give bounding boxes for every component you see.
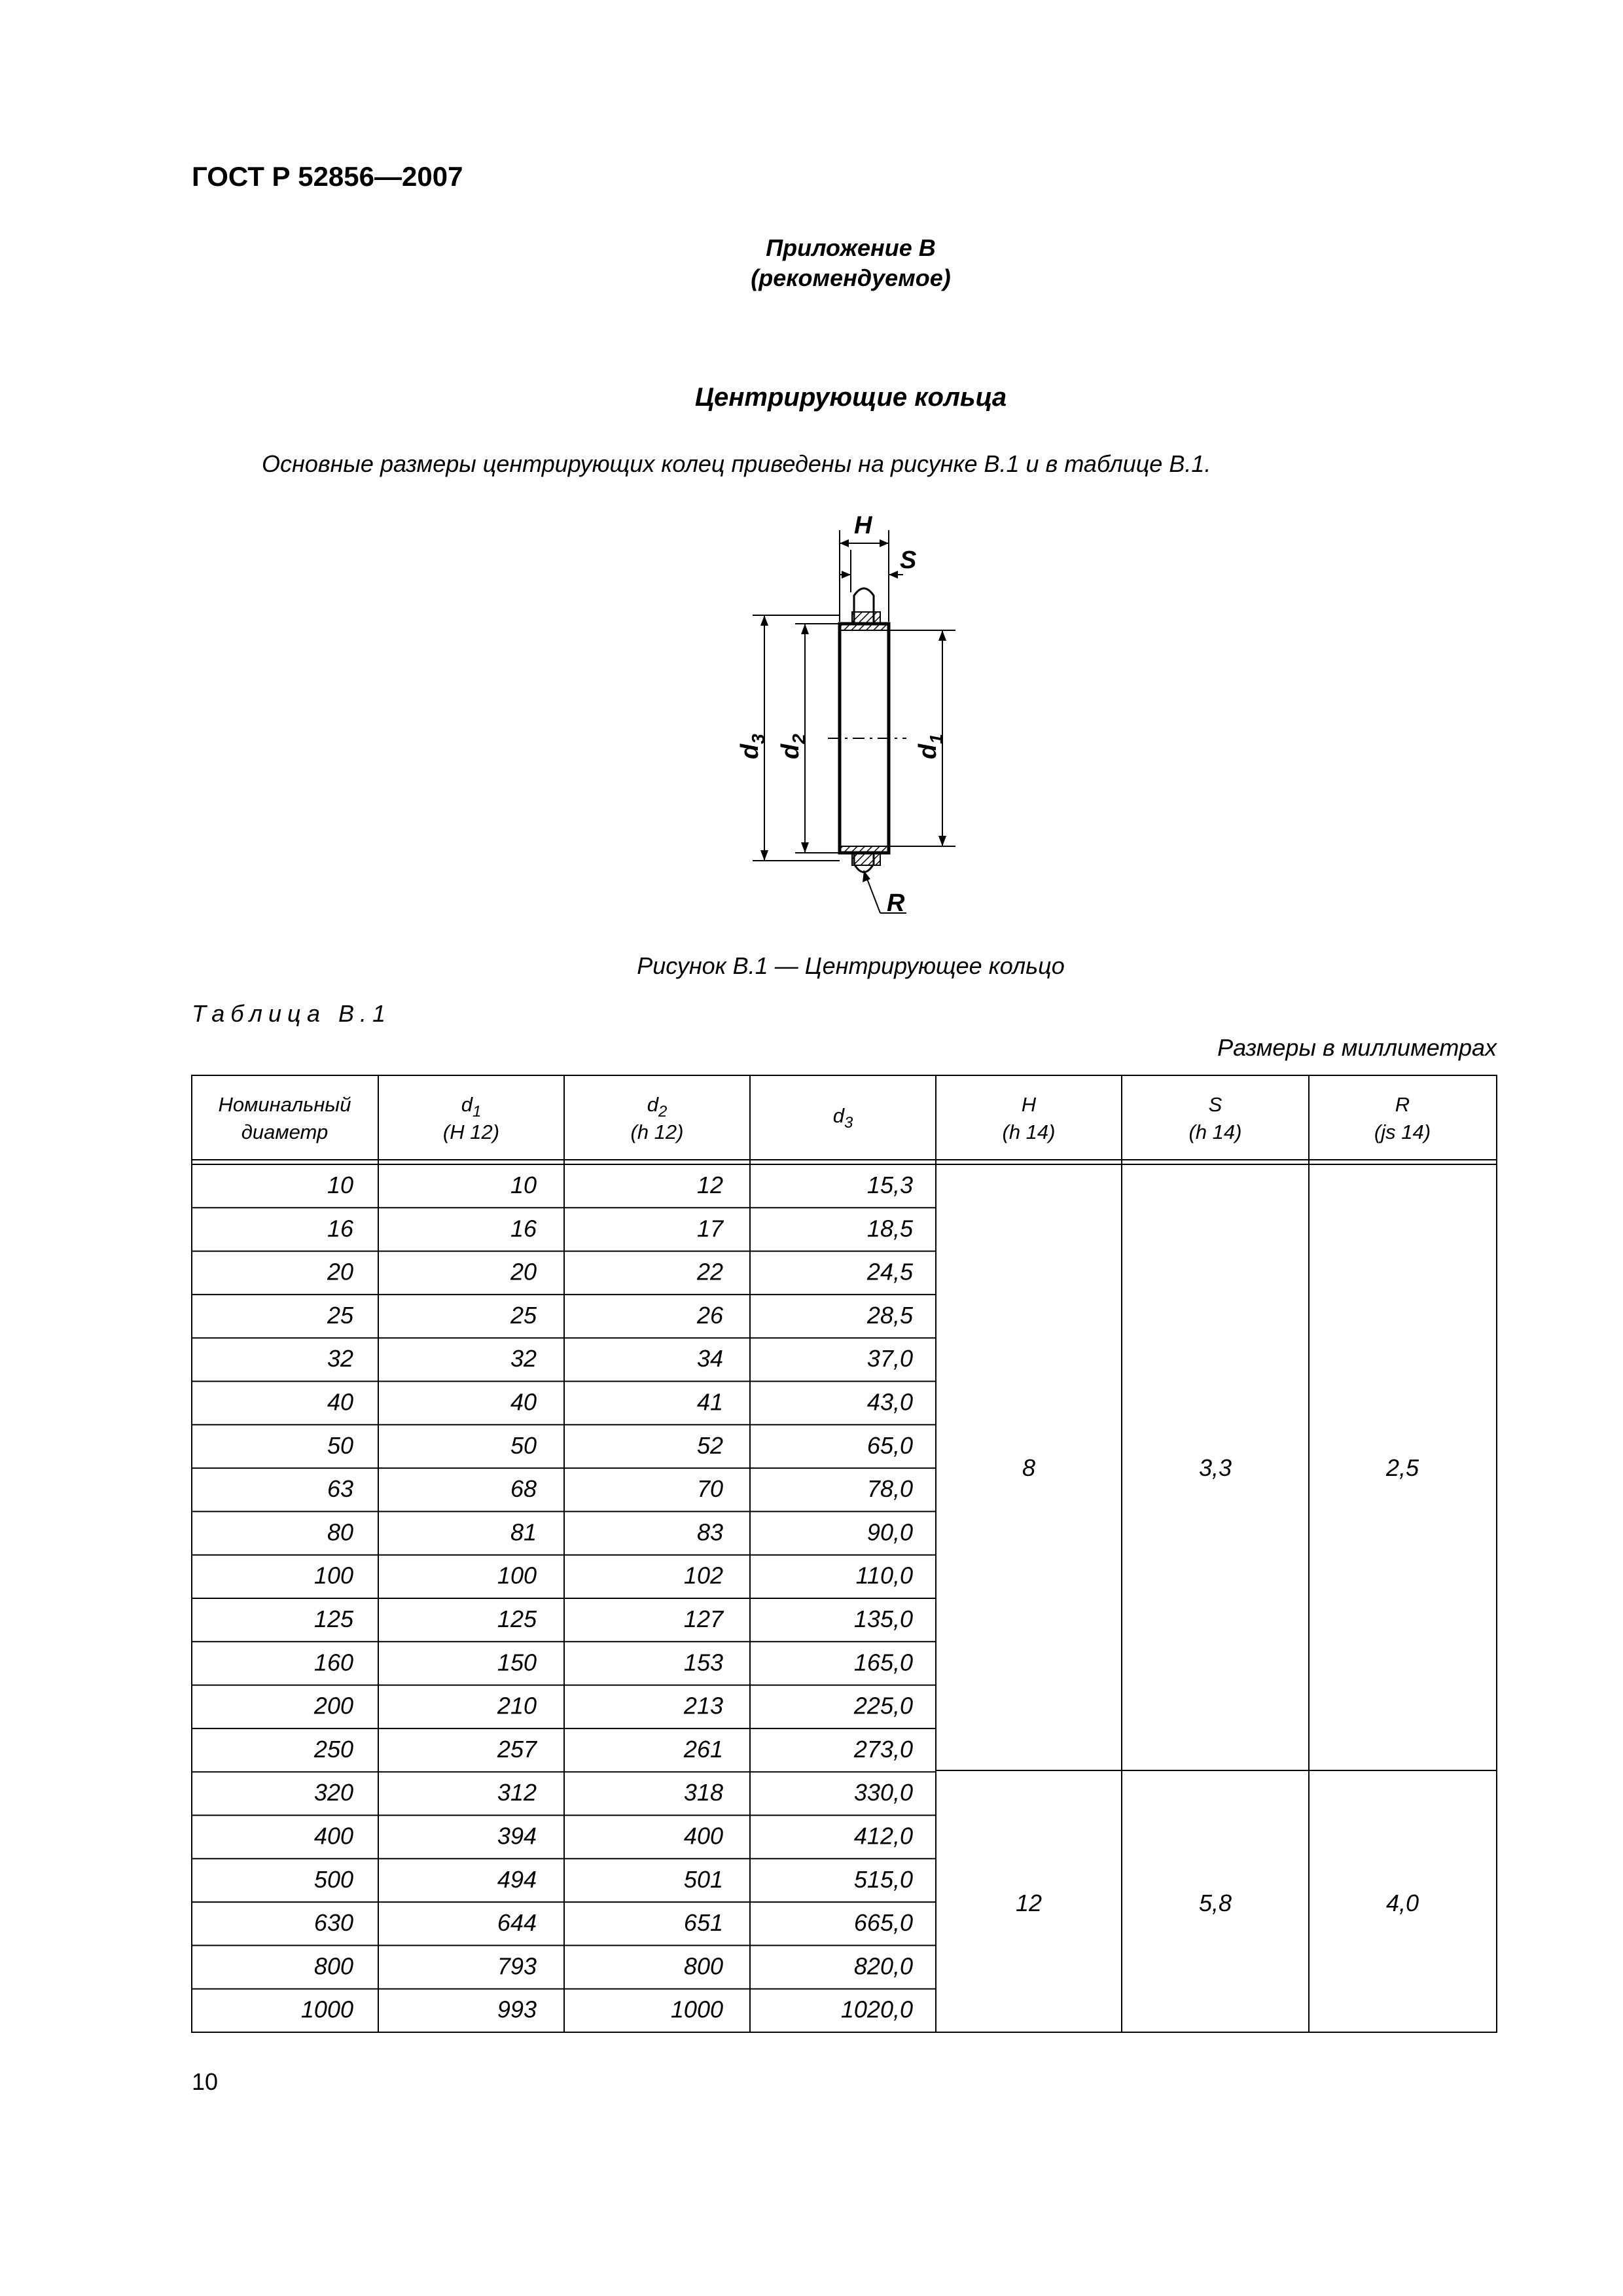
- header-h-tol: (h 14): [1002, 1121, 1056, 1143]
- table-row: [327, 1302, 914, 1329]
- group1-h: 8: [1022, 1454, 1036, 1481]
- header-d3: $d_3$: [832, 1104, 853, 1132]
- cell-nominal: 25: [327, 1301, 353, 1329]
- cell-d2: 83: [696, 1518, 723, 1546]
- document-code: ГОСТ Р 52856—2007: [192, 161, 463, 192]
- cell-d3: 28,5: [866, 1301, 913, 1329]
- cell-nominal: 1000: [300, 1996, 353, 2023]
- table-row: [327, 1475, 913, 1502]
- table-row: [314, 1605, 913, 1632]
- cell-d3: 515,0: [853, 1865, 913, 1893]
- group1-r: 2,5: [1385, 1454, 1419, 1481]
- cell-d3: 37,0: [866, 1345, 913, 1372]
- cell-d3: 225,0: [853, 1692, 913, 1719]
- cell-d2: 651: [683, 1909, 723, 1937]
- cell-d2: 70: [696, 1475, 723, 1503]
- cell-nominal: 400: [313, 1822, 353, 1850]
- table-row: [327, 1259, 914, 1285]
- group-values: [1016, 1454, 1419, 1916]
- header-d2-tol: (h 12): [630, 1121, 684, 1143]
- table-row: [314, 1866, 913, 1893]
- table-body: [301, 1172, 914, 2023]
- header-d2: $d_2$: [647, 1093, 668, 1121]
- table-row: [327, 1215, 914, 1242]
- table-row: [327, 1518, 913, 1545]
- intro-paragraph: Основные размеры центрирующих колец приведены на рисунке В.1 и в таблице В.1.: [262, 450, 1211, 477]
- cell-d1: 494: [497, 1865, 537, 1893]
- annex-status: (рекомендуемое): [751, 264, 951, 291]
- cell-nominal: 20: [327, 1258, 353, 1285]
- cell-nominal: 16: [327, 1215, 353, 1242]
- cell-d1: 150: [497, 1649, 537, 1676]
- section-title: Центрирующие кольца: [694, 383, 1007, 412]
- cell-d2: 261: [683, 1735, 723, 1763]
- table-row: [313, 1736, 913, 1763]
- table-row: [301, 1996, 913, 2023]
- cell-d3: 78,0: [866, 1475, 913, 1503]
- cell-d3: 412,0: [853, 1822, 913, 1850]
- cell-d3: 330,0: [853, 1779, 913, 1806]
- table-row: [313, 1693, 913, 1719]
- table-row: [314, 1952, 913, 1979]
- page-number: 10: [192, 2068, 219, 2095]
- group2-h: 12: [1015, 1890, 1043, 1916]
- cell-d3: 1020,0: [840, 1996, 913, 2023]
- cell-nominal: 250: [313, 1735, 353, 1763]
- cell-d1: 10: [510, 1172, 537, 1198]
- table-row: [327, 1389, 913, 1416]
- cell-d3: 65,0: [866, 1431, 913, 1459]
- cell-nominal: 630: [313, 1909, 353, 1937]
- cell-d1: 210: [497, 1692, 537, 1719]
- cell-d2: 52: [696, 1431, 723, 1459]
- header-r-tol: (js 14): [1374, 1121, 1431, 1143]
- cell-nominal: 200: [313, 1692, 353, 1719]
- cell-nominal: 32: [327, 1345, 353, 1372]
- cell-d1: 20: [510, 1258, 537, 1285]
- cell-nominal: 80: [327, 1518, 353, 1546]
- group2-r: 4,0: [1385, 1890, 1419, 1916]
- label-d3: $d_3$: [736, 734, 768, 759]
- table-label: Таблица В.1: [192, 1000, 392, 1027]
- table-row: [314, 1562, 913, 1589]
- cell-d1: 50: [510, 1431, 537, 1459]
- cell-d2: 26: [696, 1301, 723, 1329]
- table-row: [314, 1909, 913, 1936]
- cell-d3: 135,0: [853, 1605, 913, 1632]
- cell-nominal: 50: [327, 1431, 353, 1459]
- cell-d3: 90,0: [866, 1518, 913, 1546]
- label-r: R: [887, 889, 905, 917]
- units-note: Размеры в миллиметрах: [1217, 1034, 1497, 1061]
- cell-d3: 24,5: [866, 1258, 913, 1285]
- cell-d1: 257: [497, 1735, 537, 1763]
- cell-nominal: 63: [327, 1475, 353, 1503]
- cell-nominal: 40: [327, 1388, 353, 1416]
- cell-d2: 213: [683, 1692, 723, 1719]
- cell-d1: 312: [497, 1779, 537, 1806]
- table-row: [327, 1432, 913, 1459]
- cell-d2: 41: [696, 1388, 723, 1416]
- group2-s: 5,8: [1198, 1890, 1232, 1916]
- cell-d2: 400: [683, 1822, 723, 1850]
- table-row: [314, 1779, 913, 1806]
- cell-d1: 32: [510, 1345, 537, 1372]
- cell-d1: 394: [497, 1822, 537, 1850]
- cell-d2: 127: [683, 1605, 723, 1632]
- table-grid: [192, 1075, 1497, 2032]
- cell-nominal: 125: [313, 1605, 353, 1632]
- cell-d2: 17: [696, 1215, 723, 1242]
- cell-d3: 43,0: [866, 1388, 913, 1416]
- header-nominal-line2: диаметр: [241, 1121, 329, 1143]
- cell-nominal: 100: [313, 1562, 353, 1589]
- label-d1: $d_1$: [914, 734, 946, 759]
- cell-nominal: 500: [313, 1865, 353, 1893]
- group1-s: 3,3: [1198, 1454, 1232, 1481]
- header-d1-tol: (H 12): [442, 1121, 500, 1143]
- cell-d3: 15,3: [866, 1172, 913, 1198]
- cell-d2: 153: [683, 1649, 723, 1676]
- cell-d2: 501: [683, 1865, 723, 1893]
- cell-d1: 40: [510, 1388, 537, 1416]
- cell-nominal: 320: [313, 1779, 353, 1806]
- cell-d2: 102: [683, 1562, 723, 1589]
- header-r: R: [1395, 1093, 1410, 1116]
- label-h: H: [854, 512, 872, 539]
- label-d2: $d_2$: [777, 734, 809, 759]
- figure-caption: Рисунок В.1 — Центрирующее кольцо: [637, 952, 1065, 979]
- header-nominal-line1: Номинальный: [218, 1093, 351, 1116]
- table-row: [314, 1649, 913, 1676]
- cell-d1: 993: [497, 1996, 537, 2023]
- cell-d3: 165,0: [853, 1649, 913, 1676]
- cell-d1: 81: [510, 1518, 537, 1546]
- cell-d1: 644: [497, 1909, 537, 1937]
- table-row: [314, 1823, 913, 1850]
- header-s-tol: (h 14): [1188, 1121, 1242, 1143]
- cell-d1: 68: [510, 1475, 537, 1503]
- cell-d1: 100: [497, 1562, 537, 1589]
- cell-d1: 16: [510, 1215, 537, 1242]
- cell-d2: 34: [696, 1345, 723, 1372]
- cell-d3: 665,0: [853, 1909, 913, 1937]
- cell-d2: 12: [696, 1172, 723, 1198]
- cell-d3: 820,0: [853, 1952, 913, 1980]
- table-row: [327, 1345, 913, 1372]
- cell-d2: 800: [683, 1952, 723, 1980]
- cell-d3: 273,0: [853, 1735, 913, 1763]
- header-s: S: [1208, 1093, 1222, 1116]
- cell-d1: 125: [497, 1605, 537, 1632]
- header-d1: $d_1$: [461, 1093, 482, 1121]
- cell-d2: 318: [683, 1779, 723, 1806]
- table-row: [327, 1172, 913, 1198]
- cell-d1: 25: [510, 1301, 537, 1329]
- annex-title: Приложение В: [766, 234, 936, 261]
- cell-nominal: 160: [313, 1649, 353, 1676]
- cell-nominal: 10: [327, 1172, 353, 1198]
- cell-d2: 1000: [670, 1996, 723, 2023]
- table-header: [219, 1093, 1431, 1143]
- label-s: S: [900, 547, 917, 574]
- cell-d1: 793: [497, 1952, 537, 1980]
- cell-d3: 110,0: [855, 1562, 913, 1589]
- cell-nominal: 800: [313, 1952, 353, 1980]
- cell-d2: 22: [696, 1258, 723, 1285]
- cell-d3: 18,5: [866, 1215, 913, 1242]
- header-h: H: [1021, 1093, 1037, 1116]
